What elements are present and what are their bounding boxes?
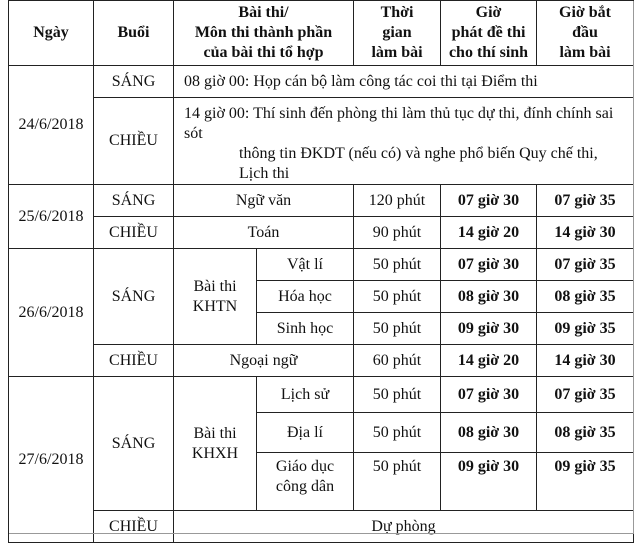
exam-schedule-table [8, 0, 634, 543]
note-cell: 14 giờ 00: Thí sinh đến phòng thi làm thủ tục dự thi, đính chính sai sót thông tin ĐKDT (nếu có) và nghe phổ biến Quy chế thi, Lịch thi [174, 98, 634, 185]
hand-out-time-cell: 09 giờ 30 [441, 453, 537, 511]
date-cell: 25/6/2018 [9, 185, 94, 249]
header-row [9, 1, 634, 66]
duration-cell: 50 phút [354, 281, 441, 313]
hand-out-time-cell: 08 giờ 30 [441, 281, 537, 313]
start-time-cell: 09 giờ 35 [537, 313, 634, 345]
start-time-cell: 14 giờ 30 [537, 345, 634, 377]
date-cell: 27/6/2018 [9, 377, 94, 543]
duration-cell: 50 phút [354, 453, 441, 511]
subject-cell: Lịch sử [257, 377, 354, 413]
header-ngay: Ngày [9, 1, 94, 66]
duration-cell: 50 phút [354, 313, 441, 345]
table-row [9, 345, 634, 377]
header-gio-bat-dau: Giờ bắt đầu làm bài [537, 1, 634, 66]
table-row [9, 217, 634, 249]
start-time-cell: 08 giờ 35 [537, 413, 634, 453]
note-cell: 08 giờ 00: Họp cán bộ làm công tác coi thi tại Điểm thi [174, 66, 634, 98]
duration-cell: 90 phút [354, 217, 441, 249]
start-time-cell: 07 giờ 35 [537, 377, 634, 413]
table-row [9, 66, 634, 98]
table-row [9, 98, 634, 185]
hand-out-time-cell: 08 giờ 30 [441, 413, 537, 453]
header-gio-phat-de: Giờ phát đề thi cho thí sinh [441, 1, 537, 66]
table-row [9, 249, 634, 281]
group-cell: Bài thi KHXH [174, 377, 257, 511]
hand-out-time-cell: 07 giờ 30 [441, 185, 537, 217]
table-row [9, 185, 634, 217]
subject-cell: Toán [174, 217, 354, 249]
header-buoi: Buổi [94, 1, 174, 66]
duration-cell: 50 phút [354, 249, 441, 281]
note-cell: Dự phòng [174, 511, 634, 543]
header-thoi-gian: Thời gian làm bài [354, 1, 441, 66]
session-cell: SÁNG [94, 377, 174, 511]
session-cell: CHIỀU [94, 511, 174, 543]
subject-cell: Ngữ văn [174, 185, 354, 217]
group-cell: Bài thi KHTN [174, 249, 257, 345]
subject-cell: Địa lí [257, 413, 354, 453]
hand-out-time-cell: 09 giờ 30 [441, 313, 537, 345]
date-cell: 26/6/2018 [9, 249, 94, 377]
date-cell: 24/6/2018 [9, 66, 94, 185]
duration-cell: 60 phút [354, 345, 441, 377]
subject-cell: Vật lí [257, 249, 354, 281]
hand-out-time-cell: 14 giờ 20 [441, 217, 537, 249]
duration-cell: 50 phút [354, 377, 441, 413]
session-cell: SÁNG [94, 249, 174, 345]
session-cell: CHIỀU [94, 345, 174, 377]
subject-cell: Giáo dục công dân [257, 453, 354, 511]
duration-cell: 50 phút [354, 413, 441, 453]
start-time-cell: 09 giờ 35 [537, 453, 634, 511]
duration-cell: 120 phút [354, 185, 441, 217]
start-time-cell: 14 giờ 30 [537, 217, 634, 249]
subject-cell: Hóa học [257, 281, 354, 313]
table-row [9, 377, 634, 413]
start-time-cell: 07 giờ 35 [537, 249, 634, 281]
subject-cell: Sinh học [257, 313, 354, 345]
start-time-cell: 07 giờ 35 [537, 185, 634, 217]
table-row [9, 511, 634, 543]
hand-out-time-cell: 07 giờ 30 [441, 377, 537, 413]
session-cell: SÁNG [94, 66, 174, 98]
session-cell: SÁNG [94, 185, 174, 217]
hand-out-time-cell: 14 giờ 20 [441, 345, 537, 377]
hand-out-time-cell: 07 giờ 30 [441, 249, 537, 281]
session-cell: CHIỀU [94, 98, 174, 185]
subject-cell: Ngoại ngữ [174, 345, 354, 377]
start-time-cell: 08 giờ 35 [537, 281, 634, 313]
session-cell: CHIỀU [94, 217, 174, 249]
header-bai-thi: Bài thi/ Môn thi thành phần của bài thi tổ hợp [174, 1, 354, 66]
